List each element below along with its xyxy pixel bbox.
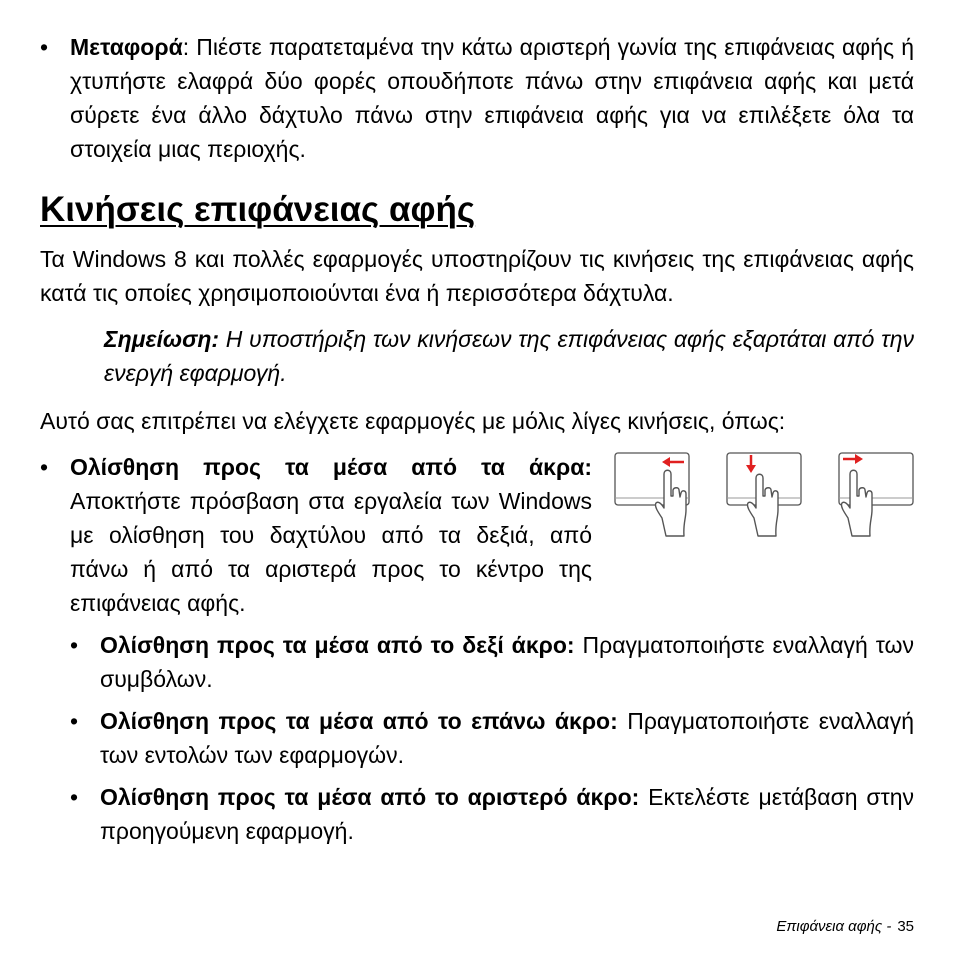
note-label: Σημείωση: [104, 326, 220, 352]
note [104, 322, 914, 390]
note-text: Η υποστήριξη των κινήσεων της επιφάνειας αφής εξαρτάται από την ενεργή εφαρμογή. [104, 326, 914, 386]
list-item [70, 704, 914, 772]
transfer-text: : Πιέστε παρατεταμένα την κάτω αριστερή γωνία της επιφάνειας αφής ή χτυπήστε ελαφρά δύο φορές οπουδήποτε πάνω στην επιφάνεια αφής και μετά σύρετε ένα άλλο δάχτυλο πάνω στην επιφάνεια αφής για να επιλέξετε όλα τα στοιχεία μιας περιοχής. [70, 34, 914, 162]
page-number: 35 [897, 918, 914, 935]
section-heading: Κινήσεις επιφάνειας αφής [40, 190, 476, 229]
bullet: • [70, 708, 79, 734]
swipe-right-edge-illustration [614, 452, 690, 540]
item-label: Ολίσθηση προς τα μέσα από το επάνω άκρο: [100, 708, 618, 734]
list-item [70, 780, 914, 848]
bullet: • [40, 34, 49, 60]
intro-paragraph: Τα Windows 8 και πολλές εφαρμογές υποστηρίζουν τις κινήσεις της επιφάνειας αφής κατά τις οποίες χρησιμοποιούνται ένα ή περισσότερα δάχτυλα. [40, 246, 914, 306]
allows-paragraph: Αυτό σας επιτρέπει να ελέγχετε εφαρμογές με μόλις λίγες κινήσεις, όπως: [40, 408, 786, 434]
transfer-label: Μεταφορά [70, 34, 183, 60]
item-text: Πραγματοποιήστε εναλλαγή των συμβόλων. [100, 632, 914, 692]
list-item [70, 628, 914, 696]
swipe-top-edge-illustration [726, 452, 802, 540]
bullet: • [70, 784, 79, 810]
swipe-label: Ολίσθηση προς τα μέσα από τα άκρα: [70, 454, 592, 480]
document-page [40, 30, 914, 848]
bullet: • [70, 632, 79, 658]
item-text: Εκτελέστε μετάβαση στην προηγούμενη εφαρμογή. [100, 784, 914, 844]
swipe-left-edge-illustration [838, 452, 914, 540]
page-footer [776, 918, 914, 935]
sub-list [70, 628, 914, 848]
swipe-text: Αποκτήστε πρόσβαση στα εργαλεία των Windows με ολίσθηση του δαχτύλου από τα δεξιά, από πάνω ή από τα αριστερά προς το κέντρο της επιφάνειας αφής. [70, 488, 592, 616]
transfer-item [40, 30, 914, 166]
item-text: Πραγματοποιήστε εναλλαγή των εντολών των εφαρμογών. [100, 708, 915, 768]
bullet: • [40, 454, 49, 480]
swipe-item [40, 450, 914, 620]
item-label: Ολίσθηση προς τα μέσα από το δεξί άκρο: [100, 632, 575, 658]
swipe-illustrations [614, 452, 916, 540]
item-label: Ολίσθηση προς τα μέσα από το αριστερό άκρο: [100, 784, 640, 810]
footer-section: Επιφάνεια αφής - [776, 918, 892, 935]
